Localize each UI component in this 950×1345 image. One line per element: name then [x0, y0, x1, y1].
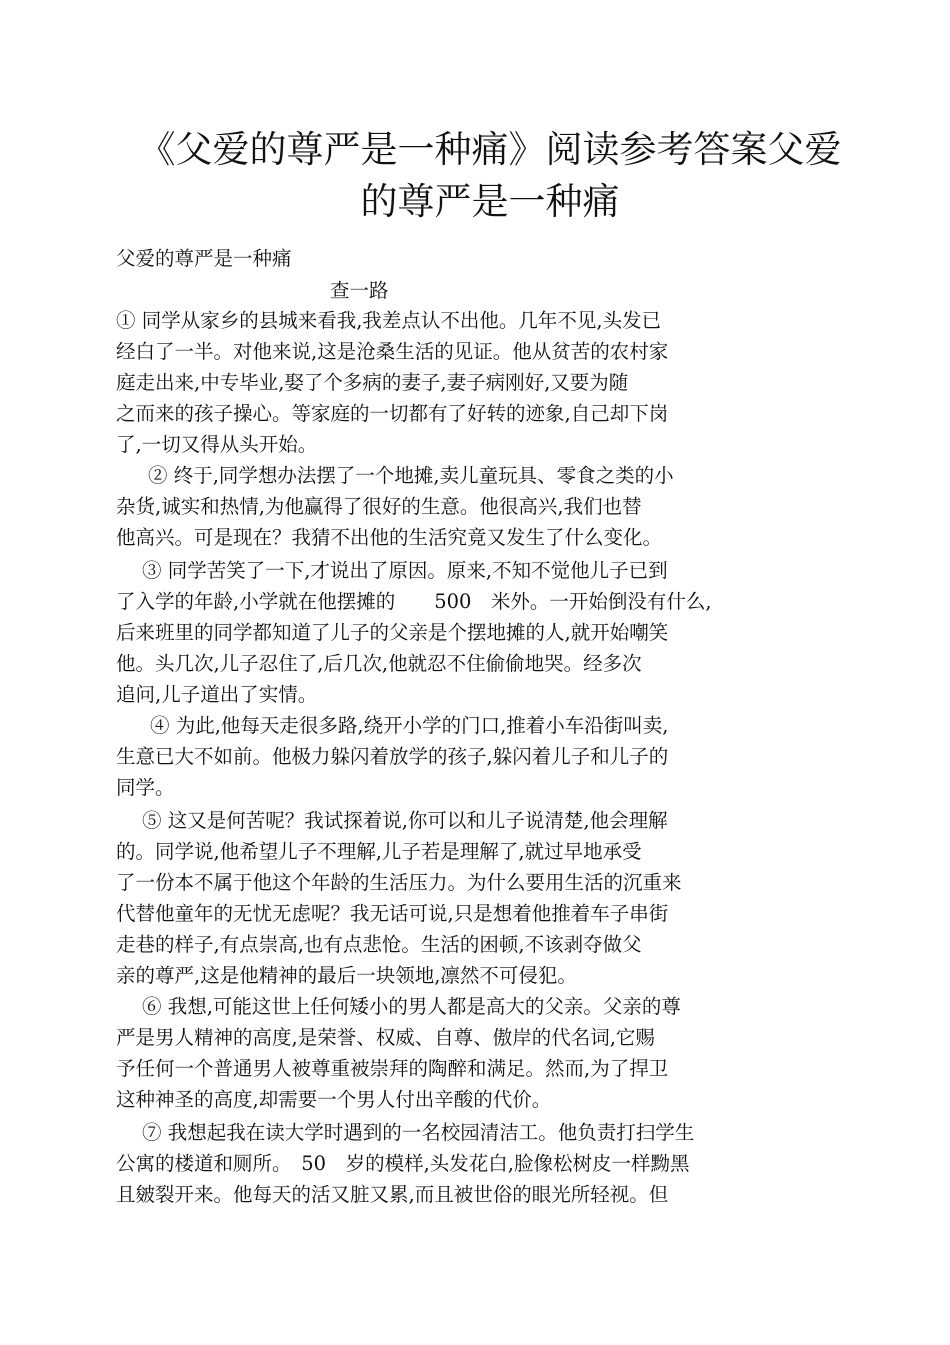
paragraph-3-line: 了入学的年龄,小学就在他摆摊的 500 米外。一开始倒没有什么, — [116, 590, 712, 613]
paragraph-5-line: 了一份本不属于他这个年龄的生活压力。为什么要用生活的沉重来 — [116, 871, 682, 894]
paragraph-2-line: 他高兴。可是现在？我猜不出他的生活究竟又发生了什么变化。 — [116, 526, 663, 549]
paragraph-6-line: 这种神圣的高度,却需要一个男人付出辛酸的代价。 — [116, 1088, 552, 1111]
paragraph-5-line: 亲的尊严,这是他精神的最后一块领地,凛然不可侵犯。 — [116, 964, 577, 987]
paragraph-4-line: ④ 为此,他每天走很多路,绕开小学的门口,推着小车沿街叫卖, — [150, 714, 669, 737]
paragraph-6-line: ⑥ 我想,可能这世上任何矮小的男人都是高大的父亲。父亲的尊 — [142, 995, 681, 1018]
paragraph-3-line: 后来班里的同学都知道了儿子的父亲是个摆地摊的人,就开始嘲笑 — [116, 621, 669, 644]
essay-author: 查一路 — [330, 279, 389, 302]
document-title-line-2: 的尊严是一种痛 — [360, 180, 620, 223]
paragraph-2-line: ② 终于,同学想办法摆了一个地摊,卖儿童玩具、零食之类的小 — [148, 464, 674, 487]
paragraph-6-line: 严是男人精神的高度,是荣誉、权威、自尊、傲岸的代名词,它赐 — [116, 1026, 655, 1049]
paragraph-1-line: 之而来的孩子操心。等家庭的一切都有了好转的迹象,自己却下岗 — [116, 402, 669, 425]
paragraph-1-line: 经白了一半。对他来说,这是沧桑生活的见证。他从贫苦的农村家 — [116, 340, 669, 363]
essay-title: 父爱的尊严是一种痛 — [116, 247, 292, 270]
paragraph-7-line: 公寓的楼道和厕所。 50 岁的模样,头发花白,脸像松树皮一样黝黑 — [116, 1152, 690, 1175]
paragraph-5-line: ⑤ 这又是何苦呢？我试探着说,你可以和儿子说清楚,他会理解 — [142, 809, 668, 832]
paragraph-3-line: 他。头几次,儿子忍住了,后几次,他就忍不住偷偷地哭。经多次 — [116, 652, 642, 675]
document-title-line-1: 《父爱的尊严是一种痛》阅读参考答案父爱 — [138, 128, 842, 171]
paragraph-7-line: ⑦ 我想起我在读大学时遇到的一名校园清洁工。他负责打扫学生 — [142, 1121, 695, 1144]
paragraph-1-line: 了,一切又得从头开始。 — [116, 433, 318, 456]
paragraph-5-line: 的。同学说,他希望儿子不理解,儿子若是理解了,就过早地承受 — [116, 840, 642, 863]
paragraph-3-line: 追问,儿子道出了实情。 — [116, 683, 318, 706]
paragraph-7-line: 且皴裂开来。他每天的活又脏又累,而且被世俗的眼光所轻视。但 — [116, 1183, 669, 1206]
paragraph-4-line: 同学。 — [116, 776, 175, 799]
paragraph-3-line: ③ 同学苦笑了一下,才说出了原因。原来,不知不觉他儿子已到 — [142, 559, 668, 582]
paragraph-5-line: 代替他童年的无忧无虑呢？我无话可说,只是想着他推着车子串街 — [116, 902, 669, 925]
paragraph-6-line: 予任何一个普通男人被尊重被崇拜的陶醉和满足。然而,为了捍卫 — [116, 1057, 669, 1080]
paragraph-2-line: 杂货,诚实和热情,为他赢得了很好的生意。他很高兴,我们也替 — [116, 495, 642, 518]
paragraph-1-line: 庭走出来,中专毕业,娶了个多病的妻子,妻子病刚好,又要为随 — [116, 371, 629, 394]
paragraph-5-line: 走巷的样子,有点崇高,也有点悲怆。生活的困顿,不该剥夺做父 — [116, 933, 642, 956]
paragraph-4-line: 生意已大不如前。他极力躲闪着放学的孩子,躲闪着儿子和儿子的 — [116, 745, 669, 768]
paragraph-1-line: ① 同学从家乡的县城来看我,我差点认不出他。几年不见,头发已 — [116, 309, 662, 332]
